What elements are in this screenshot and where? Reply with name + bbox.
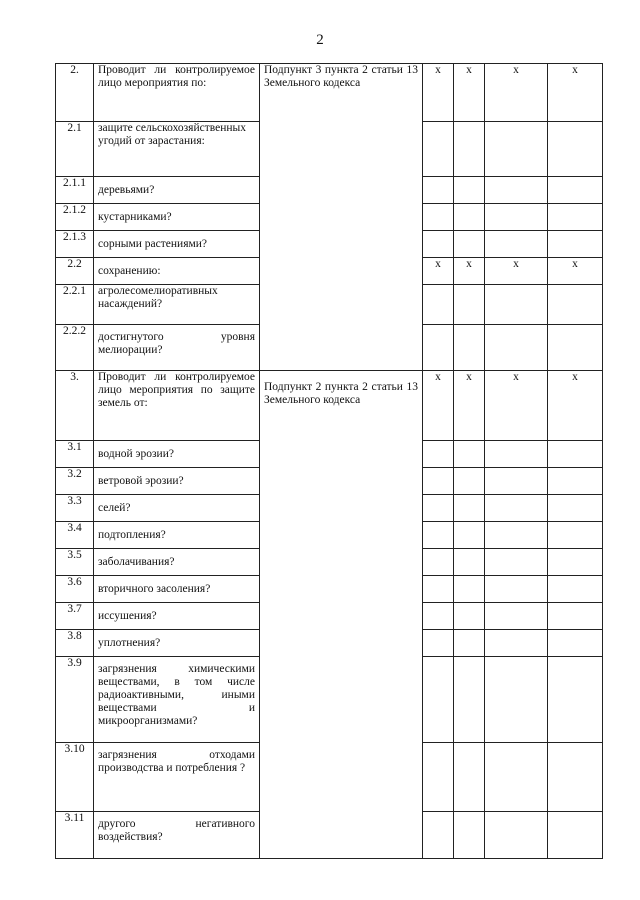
mark-cell bbox=[423, 495, 454, 522]
mark-cell bbox=[548, 122, 603, 177]
mark-cell bbox=[454, 441, 485, 468]
question-cell: достигнутого уровня мелиорации? bbox=[94, 325, 260, 371]
mark-cell bbox=[485, 231, 548, 258]
question-cell: водной эрозии? bbox=[94, 441, 260, 468]
mark-cell bbox=[548, 812, 603, 859]
row-number: 2.1.3 bbox=[56, 231, 94, 258]
question-cell: ветровой эрозии? bbox=[94, 468, 260, 495]
mark-cell bbox=[454, 325, 485, 371]
row-number: 3.6 bbox=[56, 576, 94, 603]
row-number: 2.2.2 bbox=[56, 325, 94, 371]
question-cell: Проводит ли контролируемое лицо мероприятия по защите земель от: bbox=[94, 371, 260, 441]
mark-cell: x bbox=[454, 258, 485, 285]
question-cell: уплотнения? bbox=[94, 630, 260, 657]
row-number: 3.5 bbox=[56, 549, 94, 576]
mark-cell: x bbox=[548, 64, 603, 122]
mark-cell bbox=[548, 204, 603, 231]
mark-cell bbox=[548, 177, 603, 204]
mark-cell: x bbox=[485, 64, 548, 122]
mark-cell bbox=[423, 441, 454, 468]
question-cell: подтопления? bbox=[94, 522, 260, 549]
mark-cell bbox=[485, 576, 548, 603]
mark-cell bbox=[423, 285, 454, 325]
mark-cell bbox=[548, 576, 603, 603]
question-cell: заболачивания? bbox=[94, 549, 260, 576]
row-number: 3.9 bbox=[56, 657, 94, 743]
page-number: 2 bbox=[316, 32, 324, 48]
mark-cell bbox=[423, 630, 454, 657]
mark-cell bbox=[485, 549, 548, 576]
question-cell: деревьями? bbox=[94, 177, 260, 204]
mark-cell bbox=[548, 468, 603, 495]
mark-cell bbox=[423, 743, 454, 812]
row-number: 2.1.1 bbox=[56, 177, 94, 204]
mark-cell bbox=[548, 630, 603, 657]
mark-cell bbox=[548, 495, 603, 522]
question-cell: загрязнения химическими веществами, в том числе радиоактивными, иными веществами и микроорганизмами? bbox=[94, 657, 260, 743]
mark-cell bbox=[485, 630, 548, 657]
question-cell: Проводит ли контролируемое лицо мероприятия по: bbox=[94, 64, 260, 122]
row-number: 3. bbox=[56, 371, 94, 441]
question-cell: селей? bbox=[94, 495, 260, 522]
row-number: 2.2 bbox=[56, 258, 94, 285]
row-number: 3.1 bbox=[56, 441, 94, 468]
question-cell: сохранению: bbox=[94, 258, 260, 285]
mark-cell bbox=[454, 285, 485, 325]
row-number: 2.1 bbox=[56, 122, 94, 177]
mark-cell bbox=[485, 522, 548, 549]
mark-cell bbox=[454, 812, 485, 859]
row-number: 3.10 bbox=[56, 743, 94, 812]
mark-cell bbox=[423, 325, 454, 371]
question-cell: вторичного засоления? bbox=[94, 576, 260, 603]
mark-cell bbox=[548, 285, 603, 325]
table-row bbox=[56, 64, 603, 122]
mark-cell bbox=[454, 576, 485, 603]
mark-cell: x bbox=[454, 64, 485, 122]
row-number: 3.3 bbox=[56, 495, 94, 522]
question-cell: иссушения? bbox=[94, 603, 260, 630]
mark-cell bbox=[485, 122, 548, 177]
mark-cell bbox=[423, 576, 454, 603]
mark-cell bbox=[423, 177, 454, 204]
question-cell: защите сельскохозяйственных угодий от зарастания: bbox=[94, 122, 260, 177]
mark-cell: x bbox=[485, 371, 548, 441]
mark-cell bbox=[454, 522, 485, 549]
mark-cell: x bbox=[423, 64, 454, 122]
mark-cell bbox=[485, 468, 548, 495]
mark-cell bbox=[454, 495, 485, 522]
mark-cell bbox=[423, 204, 454, 231]
mark-cell bbox=[485, 657, 548, 743]
table-row bbox=[56, 371, 603, 441]
mark-cell bbox=[454, 743, 485, 812]
row-number: 2.2.1 bbox=[56, 285, 94, 325]
mark-cell bbox=[485, 285, 548, 325]
mark-cell bbox=[548, 325, 603, 371]
mark-cell: x bbox=[548, 371, 603, 441]
mark-cell bbox=[423, 468, 454, 495]
mark-cell bbox=[485, 603, 548, 630]
mark-cell: x bbox=[423, 258, 454, 285]
mark-cell bbox=[423, 231, 454, 258]
row-number: 3.7 bbox=[56, 603, 94, 630]
mark-cell bbox=[548, 603, 603, 630]
mark-cell bbox=[485, 441, 548, 468]
mark-cell bbox=[548, 231, 603, 258]
mark-cell: x bbox=[485, 258, 548, 285]
row-number: 3.4 bbox=[56, 522, 94, 549]
mark-cell bbox=[548, 657, 603, 743]
mark-cell bbox=[454, 204, 485, 231]
mark-cell bbox=[548, 522, 603, 549]
mark-cell bbox=[423, 812, 454, 859]
row-number: 3.11 bbox=[56, 812, 94, 859]
mark-cell: x bbox=[423, 371, 454, 441]
mark-cell bbox=[548, 441, 603, 468]
mark-cell bbox=[454, 177, 485, 204]
mark-cell bbox=[485, 812, 548, 859]
mark-cell bbox=[485, 204, 548, 231]
mark-cell bbox=[454, 603, 485, 630]
checklist-table bbox=[55, 63, 603, 859]
question-cell: другого негативного воздействия? bbox=[94, 812, 260, 859]
row-number: 2. bbox=[56, 64, 94, 122]
mark-cell bbox=[454, 549, 485, 576]
row-number: 3.2 bbox=[56, 468, 94, 495]
mark-cell bbox=[423, 657, 454, 743]
mark-cell bbox=[423, 603, 454, 630]
reference-cell: Подпункт 2 пункта 2 статьи 13 Земельного кодекса bbox=[260, 371, 423, 859]
mark-cell bbox=[423, 122, 454, 177]
question-cell: загрязнения отходами производства и потребления ? bbox=[94, 743, 260, 812]
question-cell: кустарниками? bbox=[94, 204, 260, 231]
mark-cell bbox=[454, 657, 485, 743]
mark-cell bbox=[485, 495, 548, 522]
mark-cell bbox=[548, 549, 603, 576]
mark-cell bbox=[454, 468, 485, 495]
question-cell: агролесомелиоративных насаждений? bbox=[94, 285, 260, 325]
question-cell: сорными растениями? bbox=[94, 231, 260, 258]
mark-cell bbox=[454, 231, 485, 258]
mark-cell: x bbox=[548, 258, 603, 285]
mark-cell bbox=[423, 522, 454, 549]
mark-cell: x bbox=[454, 371, 485, 441]
mark-cell bbox=[548, 743, 603, 812]
mark-cell bbox=[485, 743, 548, 812]
reference-cell: Подпункт 3 пункта 2 статьи 13 Земельного кодекса bbox=[260, 64, 423, 371]
mark-cell bbox=[454, 122, 485, 177]
mark-cell bbox=[485, 177, 548, 204]
mark-cell bbox=[454, 630, 485, 657]
row-number: 2.1.2 bbox=[56, 204, 94, 231]
row-number: 3.8 bbox=[56, 630, 94, 657]
mark-cell bbox=[485, 325, 548, 371]
mark-cell bbox=[423, 549, 454, 576]
